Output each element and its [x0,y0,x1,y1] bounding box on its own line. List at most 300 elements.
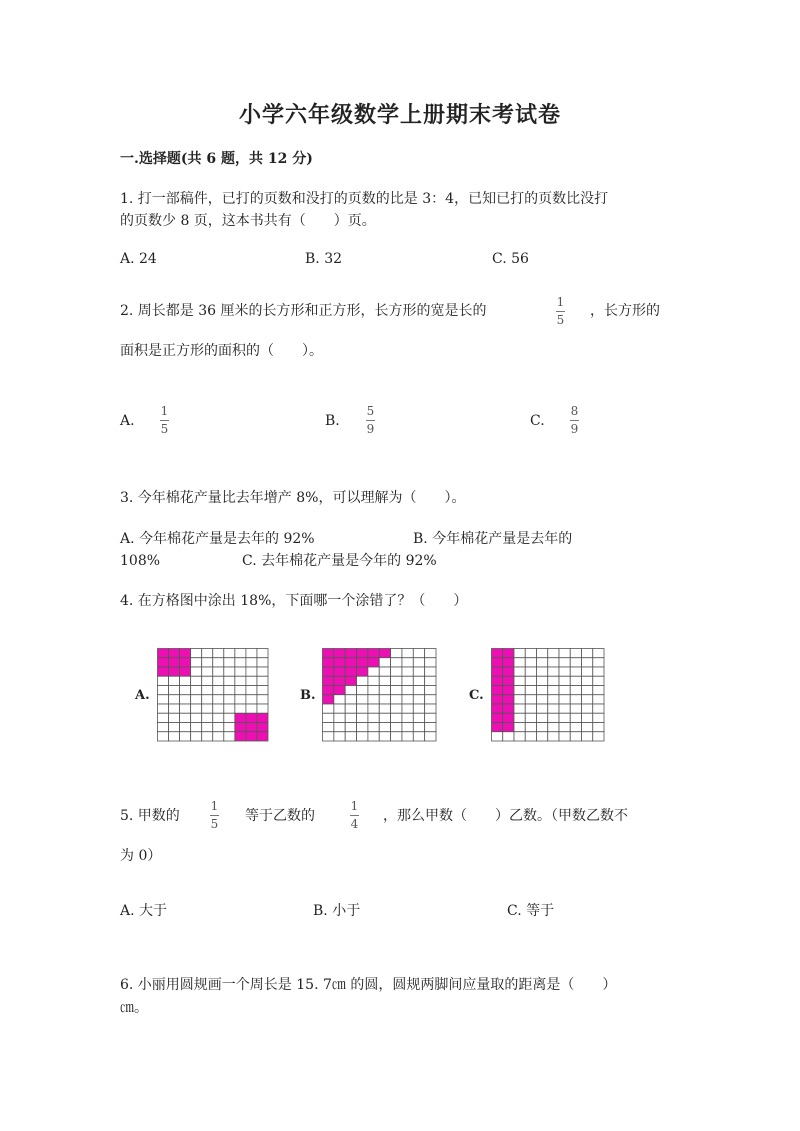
grid-cell [180,676,191,685]
grid-cell [334,658,345,667]
grid-cell [357,695,368,704]
grid-cell [334,732,345,741]
grid-cell [191,713,202,722]
grid-cell [224,686,235,695]
grid-cell [593,713,604,722]
grid-cell [492,732,503,741]
grid-cell [582,686,593,695]
grid-cell [235,649,246,658]
grid-cell [391,676,402,685]
grid-cell [224,695,235,704]
grid-cell [224,732,235,741]
grid-cell [402,686,413,695]
question-1-line-2: 的页数少 8 页，这本书共有（ ）页。 [120,213,376,229]
grid-cell [525,658,536,667]
fraction-numerator: 1 [350,799,359,813]
section-heading: 一.选择题(共 6 题，共 12 分) [120,151,313,167]
grid-cell [514,723,525,732]
grid-cell [323,676,334,685]
grid-cell [368,704,379,713]
grid-cell [158,686,169,695]
question-2-option-b-fraction [366,405,375,436]
grid-cell [334,723,345,732]
grid-cell [224,723,235,732]
grid-cell [202,723,213,732]
question-5-fraction-2 [350,800,359,831]
grid-cell [593,667,604,676]
grid-cell [379,676,390,685]
grid-cell [334,649,345,658]
grid-cell [559,695,570,704]
grid-cell [593,732,604,741]
grid-cell [525,704,536,713]
grid-cell [235,704,246,713]
grid-cell [169,676,180,685]
grid-cell [559,649,570,658]
grid-cell [413,704,424,713]
grid-cell [413,667,424,676]
grid-cell [357,713,368,722]
grid-cell [169,704,180,713]
grid-cell [213,686,224,695]
grid-b-label: B. [300,688,316,703]
grid-cell [379,686,390,695]
grid-cell [425,723,436,732]
grid-cell [158,649,169,658]
grid-cell [323,658,334,667]
grid-cell [257,695,268,704]
grid-cell [323,667,334,676]
grid-cell [514,676,525,685]
grid-cell [169,686,180,695]
grid-cell [180,686,191,695]
grid-cell [169,667,180,676]
grid-cell [402,658,413,667]
question-5-line-2: 为 0） [120,848,162,864]
fraction-denominator: 4 [350,817,359,831]
grid-cell [559,667,570,676]
grid-cell [202,732,213,741]
fraction-denominator: 9 [570,422,579,436]
grid-cell [169,723,180,732]
grid-cell [191,723,202,732]
question-3-option-b-continued: 108% [120,553,161,569]
grid-cell [368,649,379,658]
grid-cell [323,732,334,741]
grid-cell [191,676,202,685]
grid-cell [357,649,368,658]
grid-cell [525,686,536,695]
grid-cell [593,723,604,732]
grid-cell [235,695,246,704]
grid-cell [169,658,180,667]
fraction-numerator: 8 [570,404,579,418]
grid-cell [368,723,379,732]
grid-cell [548,704,559,713]
grid-cell [391,704,402,713]
grid-cell [379,723,390,732]
grid-cell [425,695,436,704]
grid-cell [503,649,514,658]
grid-cell [180,658,191,667]
grid-cell [593,676,604,685]
question-5-option-c: C. 等于 [507,903,555,919]
grid-cell [492,658,503,667]
grid-cell [345,704,356,713]
grid-cell [246,713,257,722]
grid-cell [582,658,593,667]
question-5-option-a: A. 大于 [120,903,168,919]
fraction-bar [160,420,169,421]
grid-cell [257,649,268,658]
question-1-option-a: A. 24 [120,251,157,267]
grid-cell [191,649,202,658]
grid-c-label: C. [469,688,484,703]
grid-cell [559,676,570,685]
grid-cell [257,704,268,713]
grid-cell [235,713,246,722]
grid-cell [357,686,368,695]
grid-cell [559,686,570,695]
question-3-option-a: A. 今年棉花产量是去年的 92% [120,531,315,547]
grid-cell [593,649,604,658]
grid-cell [391,732,402,741]
grid-cell [379,658,390,667]
grid-cell [525,723,536,732]
grid-cell [525,649,536,658]
page-title: 小学六年级数学上册期末考试卷 [238,102,561,128]
fraction-denominator: 5 [556,313,565,327]
grid-cell [213,732,224,741]
grid-cell [391,658,402,667]
grid-cell [224,658,235,667]
grid-cell [391,723,402,732]
grid-cell [191,686,202,695]
question-2-text-b: ，长方形的 [590,303,660,319]
grid-cell [224,713,235,722]
grid-cell [503,723,514,732]
grid-cell [402,732,413,741]
grid-cell [582,649,593,658]
grid-cell [391,667,402,676]
grid-cell [503,658,514,667]
grid-cell [213,713,224,722]
grid-cell [246,658,257,667]
grid-cell [537,667,548,676]
grid-cell [582,723,593,732]
grid-cell [559,723,570,732]
grid-cell [537,704,548,713]
grid-cell [246,704,257,713]
grid-cell [559,713,570,722]
grid-cell [570,667,581,676]
fraction-denominator: 5 [160,422,169,436]
grid-cell [191,667,202,676]
grid-cell [169,649,180,658]
grid-cell [357,658,368,667]
grid-cell [548,658,559,667]
grid-cell [492,704,503,713]
grid-cell [345,658,356,667]
grid-cell [334,667,345,676]
grid-cell [492,667,503,676]
grid-cell [570,723,581,732]
grid-cell [158,704,169,713]
grid-cell [246,732,257,741]
grid-cell [514,695,525,704]
fraction-bar [210,815,219,816]
question-6-line-1: 6. 小丽用圆规画一个周长是 15. 7㎝ 的圆，圆规两脚间应量取的距离是（ ） [120,977,617,993]
question-2-option-a-fraction [160,405,169,436]
grid-cell [158,732,169,741]
fraction-bar [556,311,565,312]
grid-cell [158,723,169,732]
grid-cell [492,649,503,658]
grid-cell [368,667,379,676]
grid-cell [191,732,202,741]
grid-cell [402,723,413,732]
grid-cell [537,695,548,704]
grid-cell [413,658,424,667]
grid-cell [503,695,514,704]
grid-cell [570,658,581,667]
grid-cell [582,667,593,676]
grid-cell [514,704,525,713]
grid-cell [425,667,436,676]
question-2-option-c-label: C. [530,413,545,429]
question-3-line-1: 3. 今年棉花产量比去年增产 8%，可以理解为（ ）。 [120,490,466,506]
grid-cell [425,713,436,722]
grid-cell [548,732,559,741]
grid-cell [582,732,593,741]
grid-cell [235,732,246,741]
grid-cell [391,649,402,658]
grid-cell [413,695,424,704]
question-5-text-b: 等于乙数的 [245,808,315,824]
grid-cell [379,713,390,722]
grid-cell [345,676,356,685]
grid-cell [334,676,345,685]
question-2-line-2: 面积是正方形的面积的（ ）。 [120,343,323,359]
grid-cell [492,723,503,732]
grid-cell [570,713,581,722]
grid-cell [379,704,390,713]
grid-cell [503,667,514,676]
grid-cell [503,732,514,741]
grid-cell [413,713,424,722]
grid-cell [503,676,514,685]
grid-b [322,648,437,742]
question-3-option-b: B. 今年棉花产量是去年的 [413,531,573,547]
grid-cell [537,723,548,732]
grid-cell [593,658,604,667]
grid-cell [224,704,235,713]
grid-cell [537,658,548,667]
grid-cell [235,676,246,685]
grid-cell [425,732,436,741]
grid-cell [548,649,559,658]
grid-cell [257,713,268,722]
grid-cell [180,713,191,722]
grid-cell [345,732,356,741]
grid-cell [213,723,224,732]
grid-cell [525,667,536,676]
question-2-option-c-fraction [570,405,579,436]
grid-cell [379,732,390,741]
grid-cell [368,686,379,695]
grid-cell [402,667,413,676]
question-1-option-b: B. 32 [305,251,343,267]
grid-cell [345,695,356,704]
grid-cell [323,695,334,704]
grid-cell [413,732,424,741]
grid-cell [425,649,436,658]
grid-cell [213,695,224,704]
grid-cell [202,695,213,704]
grid-cell [368,695,379,704]
grid-cell [570,695,581,704]
grid-cell [180,732,191,741]
grid-cell [402,704,413,713]
grid-cell [158,676,169,685]
grid-cell [257,658,268,667]
grid-cell [514,732,525,741]
grid-cell [368,658,379,667]
question-4-line-1: 4. 在方格图中涂出 18%，下面哪一个涂错了？（ ） [120,593,468,609]
grid-cell [391,695,402,704]
grid-cell [158,667,169,676]
grid-cell [413,723,424,732]
question-6-line-2: ㎝。 [120,1000,148,1016]
grid-cell [425,704,436,713]
grid-cell [345,649,356,658]
grid-cell [334,695,345,704]
grid-cell [323,704,334,713]
question-2-fraction [556,296,565,327]
grid-cell [425,658,436,667]
grid-cell [191,695,202,704]
grid-cell [213,658,224,667]
grid-cell [570,732,581,741]
grid-cell [492,695,503,704]
grid-cell [345,686,356,695]
grid-cell [213,704,224,713]
question-5-option-b: B. 小于 [313,903,361,919]
grid-cell [180,695,191,704]
grid-cell [570,704,581,713]
grid-cell [537,686,548,695]
grid-cell [492,676,503,685]
grid-cell [425,676,436,685]
grid-cell [503,704,514,713]
grid-cell [202,658,213,667]
fraction-numerator: 5 [366,404,375,418]
grid-cell [537,713,548,722]
grid-cell [525,713,536,722]
grid-cell [257,667,268,676]
grid-cell [548,713,559,722]
fraction-denominator: 9 [366,422,375,436]
grid-cell [246,695,257,704]
grid-cell [213,676,224,685]
grid-cell [246,723,257,732]
question-1-line-1: 1. 打一部稿件，已打的页数和没打的页数的比是 3：4，已知已打的页数比没打 [120,191,609,207]
grid-cell [548,667,559,676]
grid-cell [345,713,356,722]
grid-cell [514,649,525,658]
question-2-option-b-label: B. [325,413,340,429]
fraction-bar [570,420,579,421]
grid-cell [548,695,559,704]
grid-cell [379,695,390,704]
grid-cell [559,732,570,741]
grid-cell [492,686,503,695]
grid-cell [224,667,235,676]
fraction-numerator: 1 [210,799,219,813]
grid-cell [379,667,390,676]
grid-cell [323,686,334,695]
grid-cell [180,704,191,713]
grid-cell [413,686,424,695]
grid-cell [246,676,257,685]
grid-cell [202,686,213,695]
grid-cell [593,686,604,695]
grid-cell [357,676,368,685]
grid-cell [582,713,593,722]
fraction-denominator: 5 [210,817,219,831]
question-2-option-a-label: A. [120,413,135,429]
grid-cell [357,667,368,676]
grid-cell [593,704,604,713]
grid-cell [323,723,334,732]
fraction-numerator: 1 [556,295,565,309]
grid-cell [570,686,581,695]
grid-cell [525,732,536,741]
question-1-option-c: C. 56 [492,251,529,267]
grid-cell [559,704,570,713]
grid-cell [246,686,257,695]
grid-c [491,648,605,742]
grid-cell [158,713,169,722]
question-5-text-a: 5. 甲数的 [120,808,180,824]
grid-cell [413,676,424,685]
fraction-bar [366,420,375,421]
grid-cell [357,704,368,713]
grid-cell [202,704,213,713]
grid-cell [514,686,525,695]
grid-cell [235,667,246,676]
grid-cell [213,649,224,658]
grid-cell [191,704,202,713]
grid-cell [503,713,514,722]
grid-cell [582,695,593,704]
grid-cell [413,649,424,658]
grid-cell [537,732,548,741]
fraction-numerator: 1 [160,404,169,418]
grid-cell [323,713,334,722]
grid-cell [158,695,169,704]
question-2-text-a: 2. 周长都是 36 厘米的长方形和正方形，长方形的宽是长的 [120,303,487,319]
grid-cell [514,713,525,722]
grid-cell [213,667,224,676]
grid-cell [334,686,345,695]
grid-cell [368,676,379,685]
grid-cell [345,723,356,732]
grid-cell [202,649,213,658]
grid-cell [224,676,235,685]
grid-cell [548,676,559,685]
question-5-text-c: ，那么甲数（ ）乙数。（甲数乙数不 [383,808,628,824]
